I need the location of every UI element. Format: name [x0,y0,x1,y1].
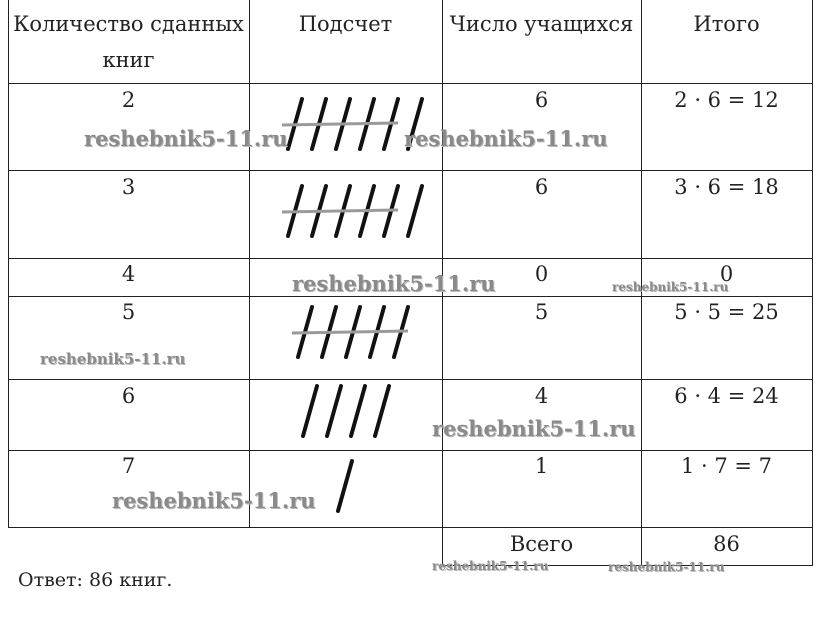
row-2-total: 3 · 6 = 18 [674,175,779,199]
row-2-books: 3 [121,175,136,199]
tally-crossbar [282,123,398,125]
tally-stroke [303,386,317,436]
row-5-books: 6 [121,384,136,408]
row-border-1 [8,83,813,84]
tally-stroke [351,386,365,436]
tally-marks-row-5 [295,382,445,442]
row-5-students: 4 [534,384,549,408]
table-divider-1 [249,0,250,527]
row-border-6 [8,450,813,451]
tally-marks-row-2 [280,182,430,242]
watermark: reshebnik5-11.ru [84,126,288,151]
tally-crossbar [292,331,408,333]
row-4-total: 5 · 5 = 25 [674,300,779,324]
row-border-3 [8,258,813,259]
row-1-total: 2 · 6 = 12 [674,88,779,112]
row-3-students: 0 [534,262,549,286]
header-books-line2: книг [102,48,155,72]
row-2-students: 6 [534,175,549,199]
header-students: Число учащихся [449,12,634,36]
watermark: reshebnik5-11.ru [432,559,549,573]
row-1-students: 6 [534,88,549,112]
row-border-4 [8,296,813,297]
tally-stroke [327,386,341,436]
row-3-total: 0 [719,262,734,286]
row-border-2 [8,170,813,171]
watermark: reshebnik5-11.ru [432,416,636,441]
watermark: reshebnik5-11.ru [608,560,725,574]
answer-text: Ответ: 86 книг. [18,569,173,591]
row-border-7 [8,527,813,528]
row-4-students: 5 [534,300,549,324]
row-6-students: 1 [534,454,549,478]
tally-marks-row-4 [290,303,440,363]
watermark: reshebnik5-11.ru [112,488,316,513]
watermark: reshebnik5-11.ru [404,126,608,151]
header-total: Итого [693,12,760,36]
tally-stroke [408,186,422,236]
row-3-books: 4 [121,262,136,286]
tally-stroke [338,461,352,511]
watermark: reshebnik5-11.ru [40,350,186,368]
header-books: Количество сданных [13,12,244,36]
row-4-books: 5 [121,300,136,324]
row-5-total: 6 · 4 = 24 [674,384,779,408]
tally-marks-row-6 [330,457,390,517]
tally-stroke [375,386,389,436]
row-1-books: 2 [121,88,136,112]
header-tally: Подсчет [298,12,393,36]
watermark: reshebnik5-11.ru [292,271,496,296]
tally-crossbar [282,210,398,212]
row-border-5 [8,379,813,380]
watermark: reshebnik5-11.ru [612,280,729,294]
summary-label: Всего [509,532,574,556]
row-6-total: 1 · 7 = 7 [680,454,773,478]
summary-value: 86 [713,532,740,556]
row-6-books: 7 [121,454,136,478]
table-border-right [812,0,813,565]
